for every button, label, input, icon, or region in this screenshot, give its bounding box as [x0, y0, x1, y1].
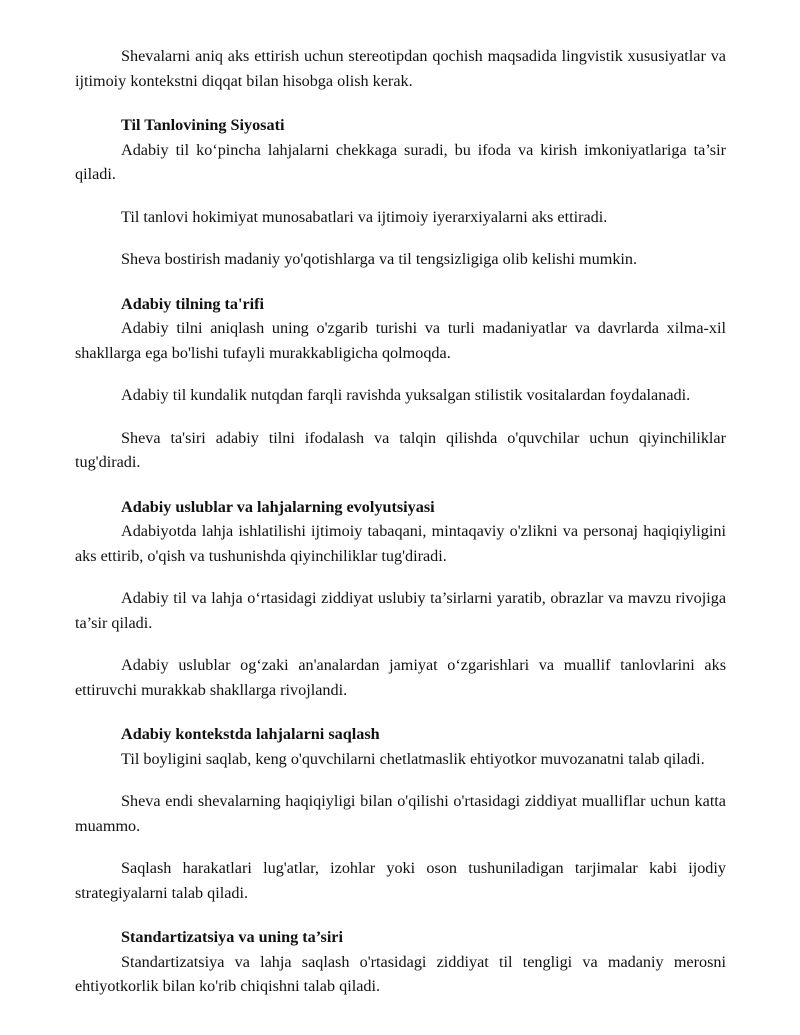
paragraph: Adabiy til kundalik nutqdan farqli ravishda yuksalgan stilistik vositalardan foydalanadi. — [121, 386, 691, 404]
paragraph: Adabiy uslublar og‘zaki an'analardan jamiyat o‘zgarishlari va muallif tanlovlarini aks ettiruvchi murakkab shakllarga rivojlandi. — [75, 656, 726, 699]
section-heading: Adabiy kontekstda lahjalarni saqlash — [121, 725, 380, 743]
paragraph: Adabiy tilni aniqlash uning o'zgarib turishi va turli madaniyatlar va davrlarda xilma-xil shakllarga ega bo'lishi tufayli murakkabligicha qolmoqda. — [75, 319, 726, 362]
section-heading: Standartizatsiya va uning ta’siri — [121, 928, 343, 946]
section-heading: Adabiy tilning ta'rifi — [121, 294, 265, 313]
section-heading: Til Tanlovining Siyosati — [121, 116, 285, 134]
paragraph: Sheva ta'siri adabiy tilni ifodalash va talqin qilishda o'quvchilar uchun qiyinchiliklar tug'diradi. — [75, 428, 726, 471]
paragraph: Standartizatsiya va lahja saqlash o'rtasidagi ziddiyat til tengligi va madaniy merosni ehtiyotkorlik bilan ko'rib chiqishni talab qiladi. — [75, 952, 726, 995]
paragraph: Adabiy til ko‘pincha lahjalarni chekkaga suradi, bu ifoda va kirish imkoniyatlariga ta’sir qiladi. — [75, 140, 726, 183]
section-heading: Adabiy uslublar va lahjalarning evolyutsiyasi — [121, 497, 435, 516]
paragraph: Sheva endi shevalarning haqiqiyligi bilan o'qilishi o'rtasidagi ziddiyat mualliflar uchun katta muammo. — [75, 792, 726, 835]
paragraph: Sheva bostirish madaniy yo'qotishlarga va til tengsizligiga olib kelishi mumkin. — [121, 250, 638, 268]
paragraph: Adabiy til va lahja o‘rtasidagi ziddiyat uslubiy ta’sirlarni yaratib, obrazlar va mavzu rivojiga ta’sir qiladi. — [75, 589, 726, 632]
paragraph: Til tanlovi hokimiyat munosabatlari va ijtimoiy iyerarxiyalarni aks ettiradi. — [121, 207, 608, 226]
document-page — [75, 44, 726, 999]
paragraph: Saqlash harakatlari lug'atlar, izohlar yoki oson tushuniladigan tarjimalar kabi ijodiy strategiyalarni talab qiladi. — [75, 859, 726, 902]
paragraph: Adabiyotda lahja ishlatilishi ijtimoiy tabaqani, mintaqaviy o'zlikni va personaj haqiqiyligini aks ettirib, o'qish va tushunishda qiyinchiliklar tug'diradi. — [75, 522, 726, 565]
paragraph: Shevalarni aniq aks ettirish uchun stereotipdan qochish maqsadida lingvistik xususiyatlar va ijtimoiy kontekstni diqqat bilan hisobga olish kerak. — [75, 47, 726, 90]
paragraph: Til boyligini saqlab, keng o'quvchilarni chetlatmaslik ehtiyotkor muvozanatni talab qiladi. — [121, 749, 705, 768]
